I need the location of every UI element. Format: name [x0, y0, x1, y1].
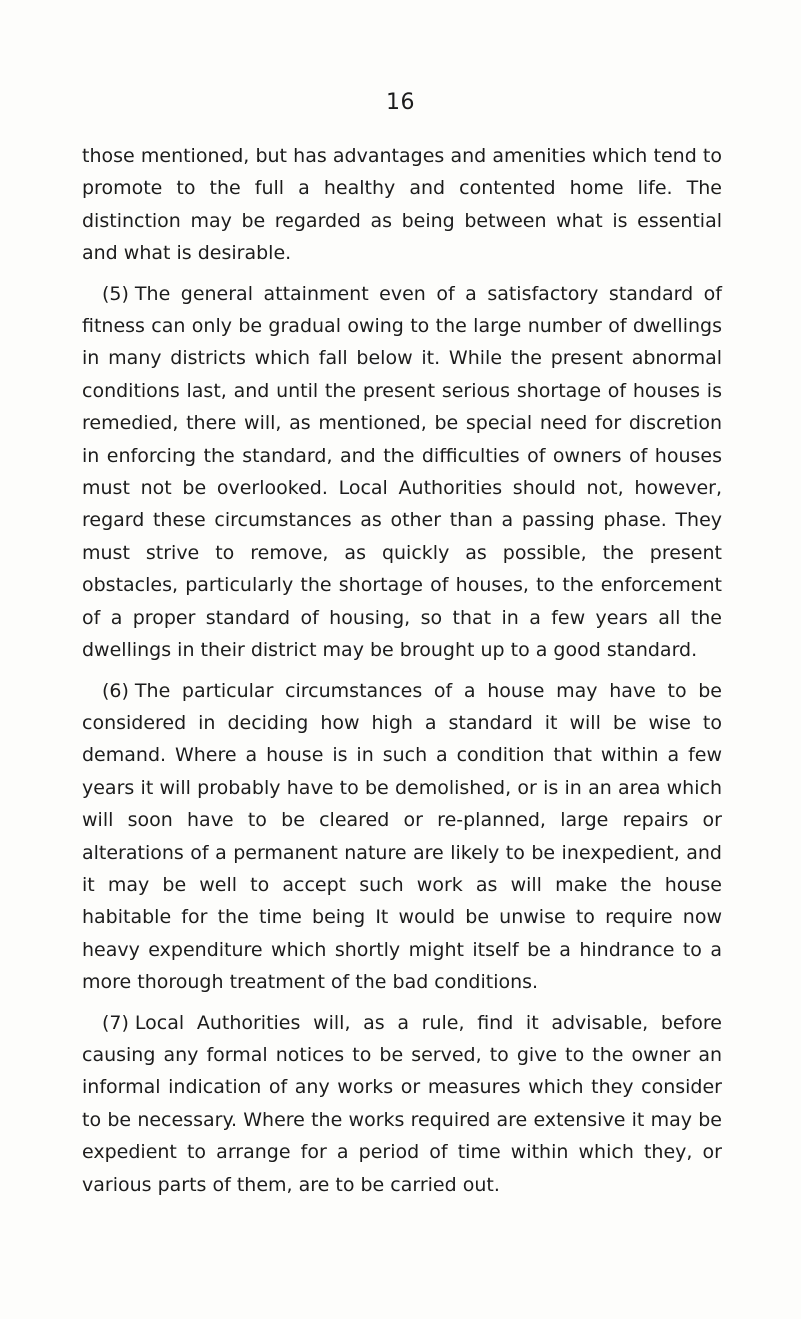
- paragraph-number: (7): [102, 1011, 129, 1034]
- paragraph-6: [82, 675, 722, 999]
- paragraph-5: [82, 278, 722, 667]
- paragraph-number: (5): [102, 282, 129, 305]
- paragraph-7: [82, 1007, 722, 1201]
- paragraph-number: (6): [102, 679, 129, 702]
- paragraph-continuation: [82, 140, 722, 270]
- paragraph-text: The particular circumstances of a house may have to be considered in deciding how high a standard it will be wise to demand. Where a house is in such a condition that within a few years it will probably have to be demolished, or is in an area which will soon have to be cleared or re-planned, large repairs or alterations of a permanent nature are likely to be inexpedient, and it may be well to accept such work as will make the house habitable for the time being It would be unwise to require now heavy expenditure which shortly might itself be a hindrance to a more thorough treatment of the bad conditions.: [82, 679, 722, 994]
- document-body: [82, 140, 722, 1201]
- paragraph-text: Local Authorities will, as a rule, find it advisable, before causing any formal notices to be served, to give to the owner an informal indication of any works or measures which they consider to be necessary. Where the works required are extensive it may be expedient to arrange for a period of time within which they, or various parts of them, are to be carried out.: [82, 1011, 722, 1196]
- paragraph-text: The general attainment even of a satisfactory standard of fitness can only be gradual owing to the large number of dwellings in many districts which fall below it. While the present abnormal conditions last, and until the present serious shortage of houses is remedied, there will, as mentioned, be special need for discretion in enforcing the standard, and the difficulties of owners of houses must not be overlooked. Local Authorities should not, however, regard these circumstances as other than a passing phase. They must strive to remove, as quickly as possible, the present obstacles, particularly the shortage of houses, to the enforcement of a proper standard of housing, so that in a few years all the dwellings in their district may be brought up to a good standard.: [82, 282, 722, 662]
- paragraph-text: those mentioned, but has advantages and amenities which tend to promote to the full a healthy and contented home life. The distinction may be regarded as being between what is essential and what is desirable.: [82, 145, 722, 265]
- page-number: 16: [386, 90, 415, 115]
